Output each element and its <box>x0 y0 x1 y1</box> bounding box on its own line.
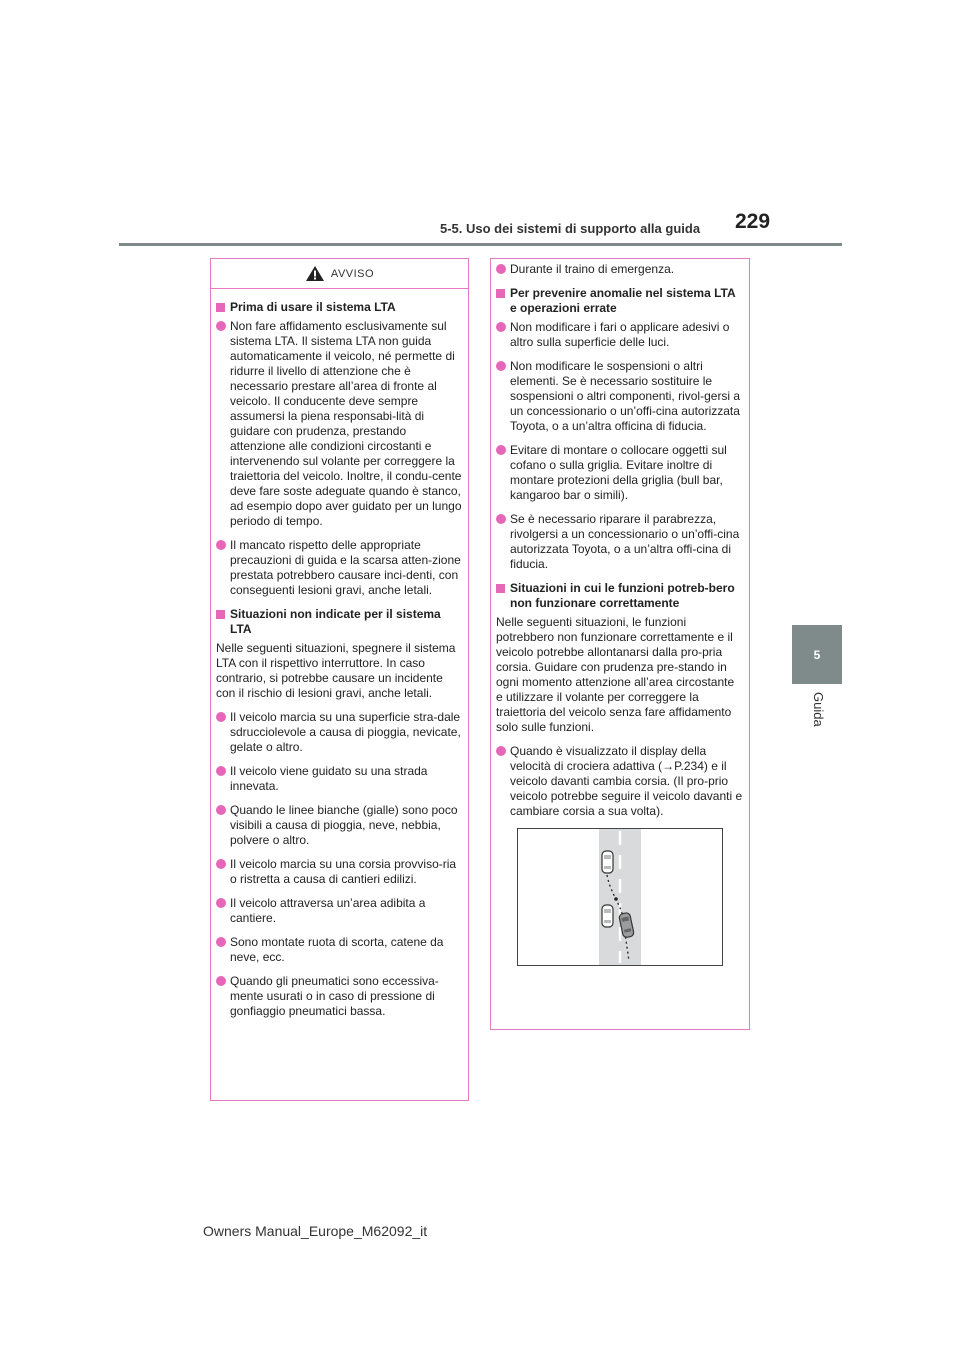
warning-title: AVVISO <box>330 267 375 280</box>
footer-text: Owners Manual_Europe_M62092_it <box>203 1223 428 1239</box>
section-square-icon <box>216 610 225 619</box>
lane-change-diagram <box>518 829 722 965</box>
bullet-item: Non fare affidamento esclusivamente sul sistema LTA. Il sistema LTA non guida automaticamente il veicolo, né permette di ridurre il livello di attenzione che è necessario prestare all’area di fronte al veicolo. Il conducente deve sempre assumersi la piena responsabi-lità di guidare con prudenza, prestando attenzione alle condizioni circostanti e intervenendo sul volante per correggere la traiettoria del veicolo. Inoltre, il condu-cente deve fare soste adeguate quando è stanco, ad esempio dopo aver guidato per un lungo periodo di tempo. <box>216 319 463 529</box>
bullet-dot-icon <box>216 859 226 869</box>
bullet-item: Il veicolo attraversa un’area adibita a cantiere. <box>216 896 463 926</box>
section-title: 5-5. Uso dei sistemi di supporto alla guida <box>440 221 701 236</box>
bullet-dot-icon <box>496 361 506 371</box>
bullet-dot-icon <box>496 264 506 274</box>
bullet-dot-icon <box>216 540 226 550</box>
bullet-item: Durante il traino di emergenza. <box>496 262 744 277</box>
warning-header <box>211 259 468 289</box>
paragraph: Nelle seguenti situazioni, le funzioni potrebbero non funzionare correttamente e il veicolo potrebbe allontanarsi dalla pro-pria corsia. Guidare con prudenza pre-stando in ogni momento attenzione all’area circostante e utilizzare il volante per correggere la traiettoria del veicolo senza fare affidamento solo sulle funzioni. <box>496 615 735 734</box>
chapter-number: 5 <box>813 647 821 662</box>
bullet-dot-icon <box>216 937 226 947</box>
bullet-item: Il mancato rispetto delle appropriate precauzioni di guida e la scarsa atten-zione prestata potrebbero causare inci-denti, con conseguenti lesioni gravi, anche letali. <box>216 538 463 598</box>
front-car-icon <box>602 851 613 873</box>
bullet-dot-icon <box>496 514 506 524</box>
warning-content-left <box>211 289 468 1019</box>
bullet-dot-icon <box>216 805 226 815</box>
section-heading: Prima di usare il sistema LTA <box>216 300 463 315</box>
bullet-item: Quando è visualizzato il display della velocità di crociera adattiva (→P.234) e il veicolo davanti cambia corsia. (Il pro-prio veicolo potrebbe seguire il veicolo davanti e cambiare corsia a sua volta). <box>496 744 744 819</box>
warning-box-right <box>490 258 750 1030</box>
bullet-dot-icon <box>216 712 226 722</box>
bullet-dot-icon <box>216 976 226 986</box>
page-number: 229 <box>735 210 771 233</box>
bullet-dot-icon <box>216 321 226 331</box>
warning-triangle-icon <box>305 265 325 282</box>
bullet-item: Non modificare le sospensioni o altri elementi. Se è necessario sostituire le sospensioni o altri componenti, rivol-gersi a un concessionario o un’offi-cina autorizzata Toyota, o a un’altra officina di fiducia. <box>496 359 744 434</box>
chapter-tab <box>792 625 842 684</box>
section-square-icon <box>496 584 505 593</box>
bullet-item: Il veicolo viene guidato su una strada innevata. <box>216 764 463 794</box>
header-rule <box>119 243 842 246</box>
other-car-icon <box>602 905 613 927</box>
section-square-icon <box>496 289 505 298</box>
bullet-dot-icon <box>216 898 226 908</box>
warning-box-left <box>210 258 469 1101</box>
bullet-dot-icon <box>496 445 506 455</box>
paragraph: Nelle seguenti situazioni, spegnere il sistema LTA con il rispettivo interruttore. In caso contrario, si potrebbe causare un incidente con il rischio di lesioni gravi, anche letali. <box>216 641 456 700</box>
section-heading: Situazioni non indicate per il sistema LTA <box>216 607 463 637</box>
bullet-dot-icon <box>496 322 506 332</box>
bullet-item: Evitare di montare o collocare oggetti sul cofano o sulla griglia. Evitare inoltre di montare protezioni della griglia (bull bar, kangaroo bar o simili). <box>496 443 744 503</box>
section-square-icon <box>216 303 225 312</box>
bullet-dot-icon <box>216 766 226 776</box>
bullet-item: Quando gli pneumatici sono eccessiva-mente usurati o in caso di pressione di gonfiaggio pneumatici bassa. <box>216 974 463 1019</box>
road <box>599 829 641 965</box>
bullet-item: Il veicolo marcia su una corsia provviso-ria o ristretta a causa di cantieri edilizi. <box>216 857 463 887</box>
lane-change-illustration <box>517 828 723 966</box>
bullet-item: Se è necessario riparare il parabrezza, rivolgersi a un concessionario o un’offi-cina autorizzata Toyota, o a un’altra offi-cina di fiducia. <box>496 512 744 572</box>
section-heading: Situazioni in cui le funzioni potreb-bero non funzionare correttamente <box>496 581 744 611</box>
bullet-item: Il veicolo marcia su una superficie stra-dale sdrucciolevole a causa di pioggia, nevicate, gelate o altro. <box>216 710 463 755</box>
chapter-label: Guida <box>811 692 826 727</box>
bullet-item: Non modificare i fari o applicare adesivi o altro sulla superficie delle luci. <box>496 320 744 350</box>
warning-content-right <box>491 259 749 966</box>
bullet-item: Sono montate ruota di scorta, catene da neve, ecc. <box>216 935 463 965</box>
trajectory-dot <box>614 897 618 901</box>
section-heading: Per prevenire anomalie nel sistema LTA e operazioni errate <box>496 286 744 316</box>
bullet-item: Quando le linee bianche (gialle) sono poco visibili a causa di pioggia, neve, nebbia, polvere o altro. <box>216 803 463 848</box>
bullet-dot-icon <box>496 746 506 756</box>
